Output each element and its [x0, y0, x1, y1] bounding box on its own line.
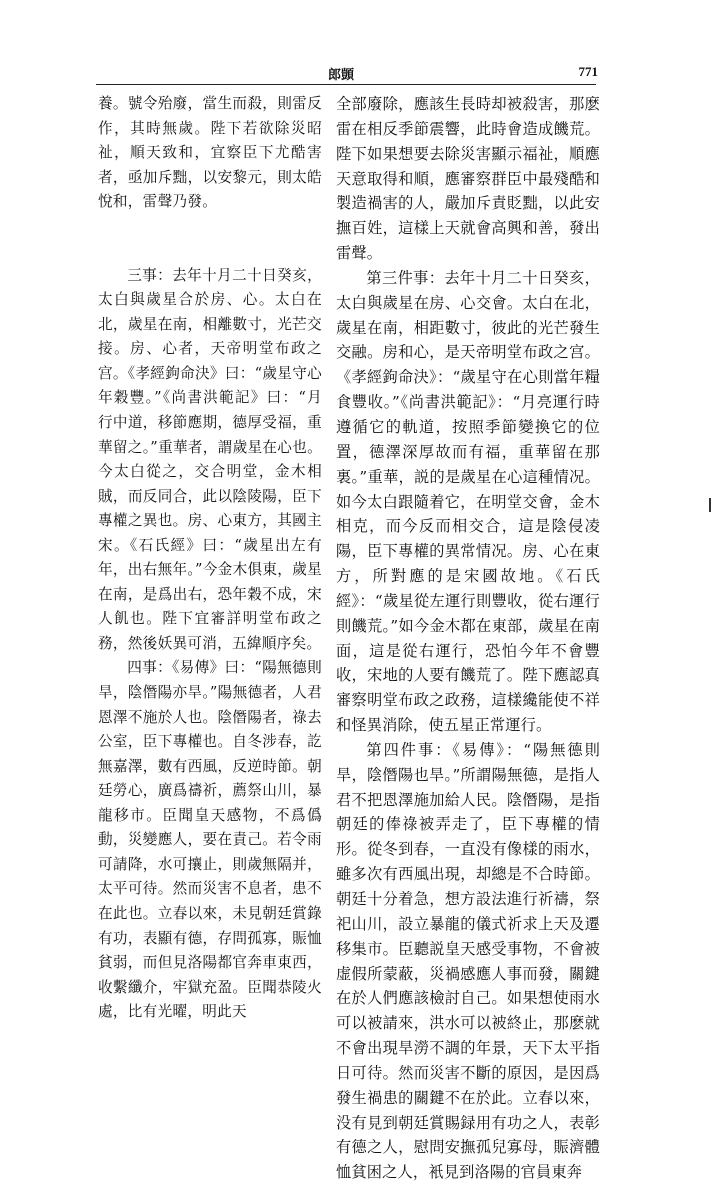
page-number: 771 — [578, 64, 598, 79]
header-rule — [96, 84, 596, 85]
translation-paragraph-3: 第四件事：《易傳》：“陽無德則旱，陰僭陽也旱。”所謂陽無德，是指人君不把恩澤施加給人民。陰僭陽，是指朝廷的俸祿被弄走了，臣下專權的情形。從冬到春，一直没有像樣的雨水，雖多次有西風出現，却總是不合時節。朝廷十分着急，想方設法進行祈禱，祭祀山川，設立暴龍的儀式祈求上天及遷移集市。臣聽説皇天感受事物，不會被虚假所蒙蔽，災禍感應人事而發，關鍵在於人們應該檢討自己。如果想使雨水可以被請來，洪水可以被終止，那麽就不會出現旱澇不調的年景，天下太平指日可待。然而災害不斷的原因，是因爲發生禍患的關鍵不在於此。立春以來，没有見到朝廷賞賜録用有功之人，表彰有德之人，慰問安撫孤兒寡母，賑濟體恤貧困之人，衹見到洛陽的官員東奔 — [336, 740, 600, 1182]
translation-paragraph-2: 第三件事：去年十月二十日癸亥，太白與歲星在房、心交會。太白在北，歲星在南，相距數寸，彼此的光芒發生交融。房和心，是天帝明堂布政之宫。《孝經鉤命決》：“歲星守在心則當年糧食豐收。”《尚書洪範記》：“月亮運行時遵循它的軌道，按照季節變換它的位置，德澤深厚故而有福，重華留在那裏。”重華，説的是歲星在心這種情况。如今太白跟隨着它，在明堂交會，金木相克，而今反而相交合，這是陰侵凌陽，臣下專權的異常情况。房、心在東方，所對應的是宋國故地。《石氏經》：“歲星從左運行則豐收，從右運行則饑荒。”如今金木都在東部，歲星在南面，這是從右運行，恐怕今年不會豐收，宋地的人要有饑荒了。陛下應認真審察明堂布政之政務，這樣纔能使不祥和怪異消除，使五星正常運行。 — [336, 268, 600, 735]
original-paragraph-3: 四事：《易傳》曰：“陽無德則旱，陰僭陽亦旱。”陽無德者，人君恩澤不施於人也。陰僭陽者，祿去公室，臣下專權也。自冬涉春，訖無嘉澤，數有西風，反逆時節。朝廷勞心，廣爲禱祈，薦祭山川，暴龍移市。臣聞皇天感物，不爲僞動，災變應人，要在責己。若令雨可請降，水可攘止，則歲無隔并，太平可待。然而災害不息者，患不在此也。立春以來，未見朝廷賞錄有功，表顯有德，存問孤寡，賑恤貧弱，而但見洛陽都官奔車東西，收繫纖介，牢獄充盈。臣聞恭陵火處，比有光曜，明此天 — [98, 659, 322, 1021]
original-text-column — [98, 92, 322, 1025]
page-title: 郎顗 — [328, 68, 355, 83]
original-paragraph-1: 養。號令殆廢，當生而殺，則雷反作，其時無歲。陛下若欲除災昭祉，順天致和，宜察臣下尤酷害者，亟加斥黜，以安黎元，則太皓悅和，雷聲乃發。 — [98, 95, 322, 211]
running-header — [96, 62, 596, 84]
paragraph-gap — [98, 215, 322, 264]
translation-column — [336, 92, 600, 1185]
original-paragraph-2: 三事：去年十月二十日癸亥，太白與歲星合於房、心。太白在北，歲星在南，相離數寸，光芒交接。房、心者，天帝明堂布政之宫。《孝經鉤命決》曰：“歲星守心年穀豐。”《尚書洪範記》曰：“月行中道，移節應期，德厚受福，重華留之。”重華者，謂歲星在心也。今太白從之，交合明堂，金木相賊，而反同合，此以陰陵陽，臣下專權之異也。房、心東方，其國主宋。《石氏經》曰：“歲星出左有年，出右無年。”今金木俱東，歲星在南，是爲出右，恐年穀不成，宋人飢也。陛下宜審詳明堂布政之務，然後妖異可消，五緯順序矣。 — [98, 266, 322, 652]
margin-scan-mark — [709, 498, 711, 512]
translation-paragraph-1: 全部廢除，應該生長時却被殺害，那麽雷在相反季節震響，此時會造成饑荒。陛下如果想要去除災害顯示福祉，順應天意取得和順，應審察群臣中最殘酷和製造禍害的人，嚴加斥責貶黜，以此安撫百姓，這樣上天就會高興和善，發出雷聲。 — [336, 95, 600, 263]
